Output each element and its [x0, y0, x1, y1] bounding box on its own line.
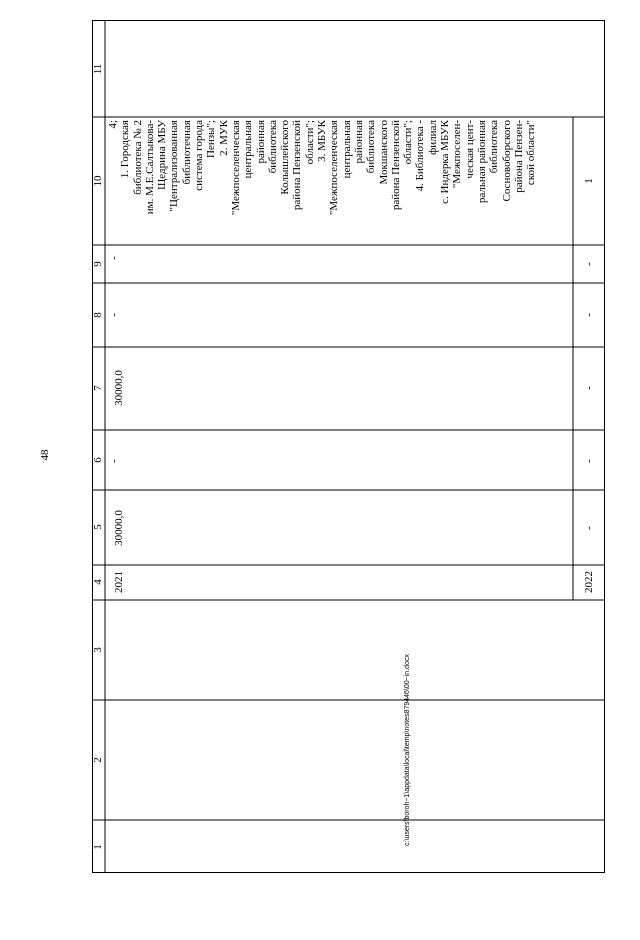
page-number: 48: [39, 449, 51, 461]
library-line: 2. МУК: [217, 120, 230, 156]
library-line: "Межпоселенческая: [229, 120, 242, 216]
file-path-footer: c:\users\boroh~1\appdata\local\temp\notes879446\00~in.docx: [404, 654, 411, 846]
row-2021-col8: -: [108, 313, 120, 317]
library-line: ской области": [525, 120, 538, 186]
library-line: "Межпоселенческая: [328, 120, 341, 216]
header-number-4: 4: [92, 579, 104, 585]
library-line: 4. Библиотека -: [414, 120, 427, 192]
library-line: 3. МБУК: [316, 120, 329, 162]
row-2022-col6: -: [583, 459, 595, 463]
header-number-10: 10: [92, 175, 104, 187]
library-line: им. М.Е.Салтыкова-: [143, 120, 156, 215]
library-line: система города: [193, 120, 206, 191]
row-2022-col10: 1: [583, 178, 595, 184]
library-line: 4;: [107, 120, 119, 129]
row-2022-col9: -: [583, 262, 595, 266]
header-number-8: 8: [92, 312, 104, 318]
row-2021-col10-libraries: [107, 120, 567, 240]
library-line: района Пензен-: [512, 120, 525, 193]
data-table: [92, 20, 605, 873]
row-2022-year: 2022: [583, 571, 595, 593]
row-2021-col9: -: [108, 256, 120, 260]
library-line: центральная: [340, 120, 353, 179]
header-number-3: 3: [92, 647, 104, 653]
header-number-6: 6: [92, 457, 104, 463]
header-number-11: 11: [92, 63, 104, 75]
library-line: Сосновоборского: [500, 120, 513, 202]
library-line: районная: [352, 120, 365, 164]
library-line: района Пензенской: [291, 120, 304, 211]
header-number-5: 5: [92, 524, 104, 530]
library-line: области";: [402, 120, 415, 165]
library-line: Пензы";: [205, 120, 218, 158]
header-number-9: 9: [92, 261, 104, 267]
row-2021-col5: 30000,0: [113, 510, 125, 546]
library-line: районная: [254, 120, 267, 164]
row-2022-col7: -: [583, 386, 595, 390]
row-2021-year: 2021: [113, 571, 125, 593]
row-2022-col8: -: [583, 313, 595, 317]
library-line: "Межпоселен-: [451, 120, 464, 189]
library-line: ческая цент-: [463, 120, 476, 179]
library-line: библиотечная: [180, 120, 193, 185]
library-line: с. Индерка МБУК: [439, 120, 452, 204]
header-number-2: 2: [92, 757, 104, 763]
library-line: района Пензенской: [389, 120, 402, 211]
library-line: Щедрина МБУ: [156, 120, 169, 190]
library-line: Колышлейского: [279, 120, 292, 195]
library-line: библиотека № 2: [131, 120, 144, 195]
row-2022-col5: -: [583, 526, 595, 530]
library-line: ральная районная: [475, 120, 488, 204]
library-line: области";: [303, 120, 316, 165]
library-line: "Централизованная: [168, 120, 181, 212]
library-line: центральная: [242, 120, 255, 179]
library-line: филиал: [426, 120, 439, 155]
header-number-7: 7: [92, 385, 104, 391]
library-line: библиотека: [488, 120, 501, 174]
library-line: библиотека: [266, 120, 279, 174]
library-lines: [107, 120, 567, 240]
library-line: 1. Городская: [119, 120, 132, 179]
row-2021-col6: -: [108, 459, 120, 463]
library-line: библиотека: [365, 120, 378, 174]
library-line: Мокшанского: [377, 120, 390, 185]
header-number-1: 1: [92, 844, 104, 850]
row-2021-col7: 30000,0: [113, 370, 125, 406]
